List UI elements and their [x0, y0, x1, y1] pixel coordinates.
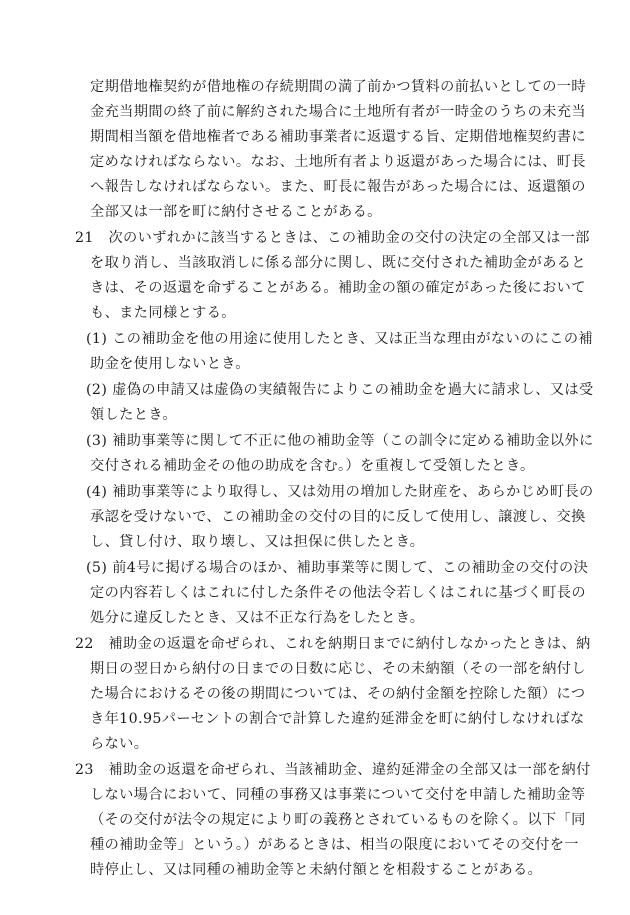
text-line: し、貸し付け、取り壊し、又は担保に供したとき。 [90, 534, 425, 550]
text-line: 承認を受けないで、この補助金の交付の目的に反して使用し、譲渡し、交換 [90, 509, 586, 525]
text-line: へ報告しなければならない。また、町長に報告があった場合には、返還額の [90, 179, 586, 195]
text-line: 全部又は一部を町に納付させることがある。 [90, 204, 382, 220]
text-line: き年10.95パーセントの割合で計算した違約延滞金を町に納付しなければな [90, 711, 585, 727]
text-line: 期間相当額を借地権者である補助事業者に返還する旨、定期借地権契約書に [90, 129, 586, 145]
item-3: (3) 補助事業等に関して不正に他の補助金等（この訓令に定める補助金以外に [86, 433, 594, 449]
clause-22-heading: 22 補助金の返還を命ぜられ、これを納期日までに納付しなかったときは、納 [75, 636, 591, 652]
text-line: 処分に違反したとき、又は不正な行為をしたとき。 [90, 610, 425, 626]
item-5: (5) 前4号に掲げる場合のほか、補助事業等に関して、この補助金の交付の決 [86, 560, 589, 576]
text-line: らない。 [90, 736, 149, 752]
text-line: 種の補助金等」という。）があるときは、相当の限度においてその交付を一 [90, 837, 579, 853]
text-line: 時停止し、又は同種の補助金等と未納付額とを相殺することがある。 [90, 862, 543, 878]
text-line: 交付される補助金その他の助成を含む。）を重複して受領したとき。 [90, 458, 535, 474]
text-line: きは、その返還を命ずることがある。補助金の額の確定があった後において [90, 280, 586, 296]
item-1: (1) この補助金を他の用途に使用したとき、又は正当な理由がないのにこの補 [86, 331, 594, 347]
text-line: た場合におけるその後の期間については、その納付金額を控除した額）につ [90, 686, 586, 702]
text-line: 助金を使用しないとき。 [90, 356, 250, 372]
clause-23-heading: 23 補助金の返還を命ぜられ、当該補助金、違約延滞金の全部又は一部を納付 [75, 762, 591, 778]
text-line: 定期借地権契約が借地権の存続期間の満了前かつ賃料の前払いとしての一時 [90, 79, 586, 95]
text-line: を取り消し、当該取消しに係る部分に関し、既に交付された補助金があると [90, 255, 586, 271]
text-line: しない場合において、同種の事務又は事業について交付を申請した補助金等 [90, 787, 586, 803]
text-line: 期日の翌日から納付の日までの日数に応じ、その未納額（その一部を納付し [90, 661, 586, 677]
text-line: （その交付が法令の規定により町の義務とされているものを除く。以下「同 [90, 812, 586, 828]
clause-21-heading: 21 次のいずれかに該当するときは、この補助金の交付の決定の全部又は一部 [75, 230, 590, 246]
text-line: も、また同様とする。 [90, 305, 236, 321]
text-line: 領したとき。 [90, 407, 177, 423]
item-2: (2) 虚偽の申請又は虚偽の実績報告によりこの補助金を過大に請求し、又は受 [86, 382, 594, 398]
item-4: (4) 補助事業等により取得し、又は効用の増加した財産を、あらかじめ町長の [86, 484, 594, 500]
text-line: 定の内容若しくはこれに付した条件その他法令若しくはこれに基づく町長の [90, 585, 586, 601]
text-line: 定めなければならない。なお、土地所有者より返還があった場合には、町長 [90, 154, 586, 170]
text-line: 金充当期間の終了前に解約された場合に土地所有者が一時金のうちの未充当 [90, 104, 586, 120]
